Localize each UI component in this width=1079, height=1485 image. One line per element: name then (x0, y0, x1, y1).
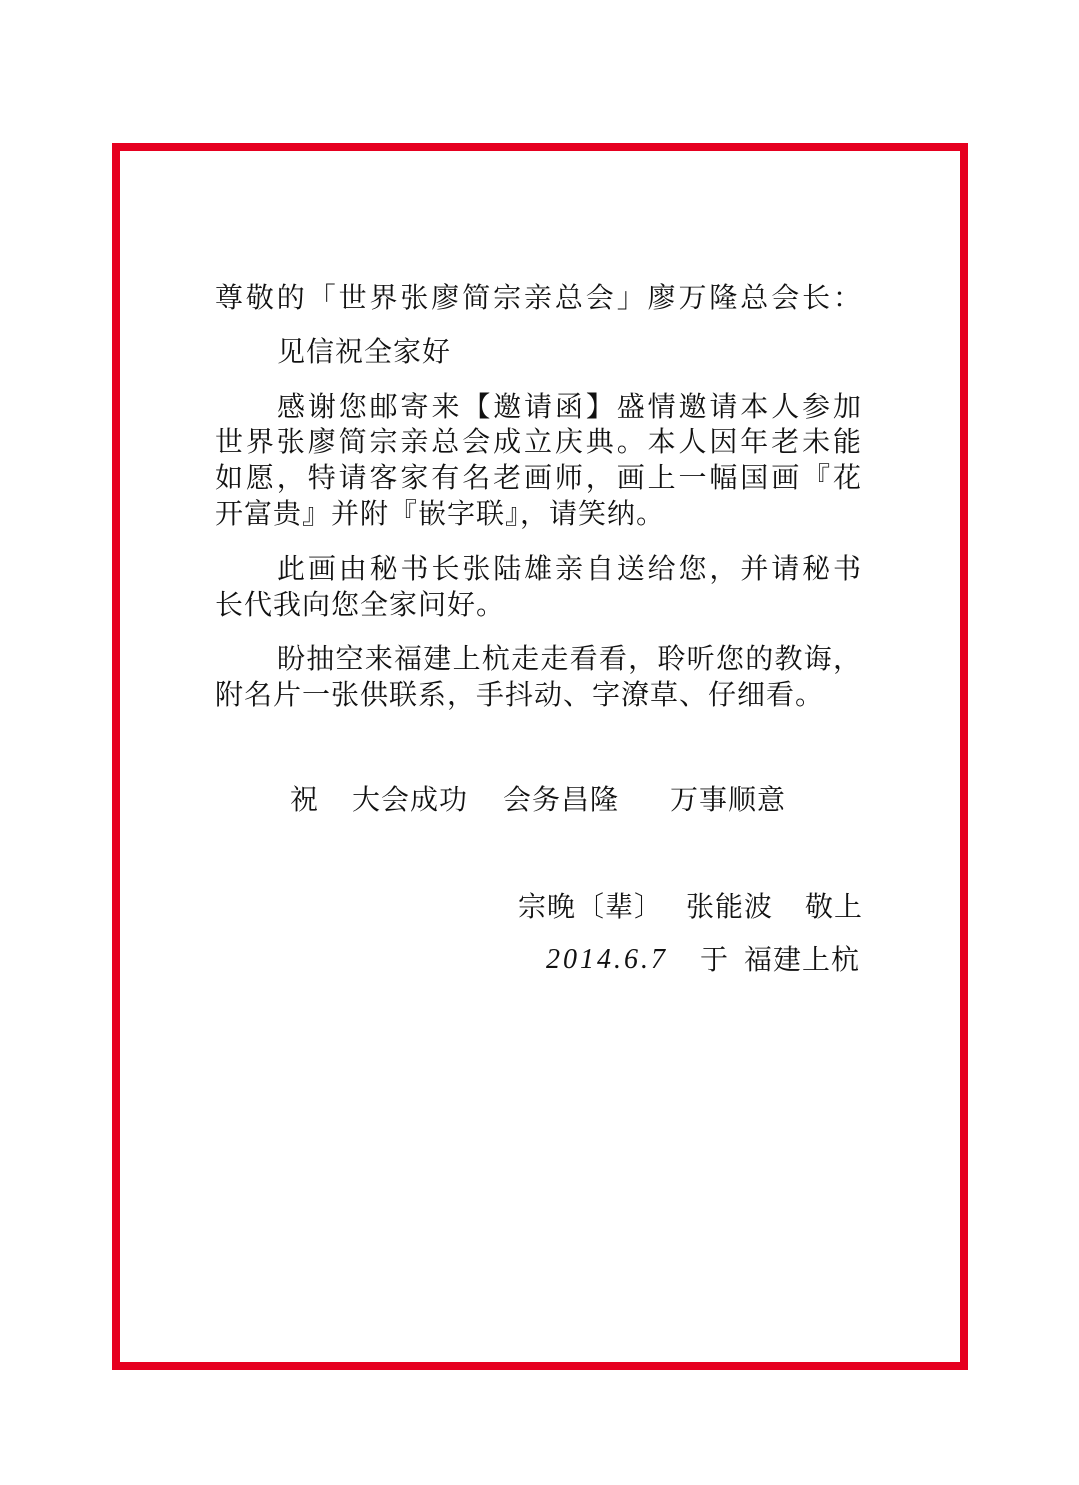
paragraph-1-line: 开富贵』并附『嵌字联』，请笑纳。 (215, 497, 666, 530)
paragraph-1-line: 世界张廖简宗亲总会成立庆典。本人因年老未能 (215, 425, 862, 458)
wish-item: 万事顺意 (670, 783, 787, 816)
wish-item: 会务昌隆 (503, 783, 620, 816)
paragraph-1-line: 感谢您邮寄来【邀请函】盛情邀请本人参加 (277, 390, 862, 423)
paragraph-3-line: 盼抽空来福建上杭走走看看，聆听您的教诲， (277, 642, 862, 675)
wish-item: 大会成功 (352, 783, 469, 816)
letter-date: 2014.6.7 (546, 944, 668, 975)
signature-closing: 敬上 (805, 890, 864, 923)
paragraph-2-line: 长代我向您全家问好。 (215, 588, 506, 621)
paragraph-3-line: 附名片一张供联系，手抖动、字潦草、仔细看。 (215, 678, 825, 711)
dateline-place: 福建上杭 (744, 943, 861, 976)
paragraph-2-line: 此画由秘书长张陆雄亲自送给您，并请秘书 (277, 552, 862, 585)
paragraph-1-line: 如愿，特请客家有名老画师，画上一幅国画『花 (215, 461, 862, 494)
red-border-frame (112, 143, 968, 1370)
greeting: 见信祝全家好 (277, 335, 452, 368)
wishes-prefix: 祝 (290, 783, 320, 816)
signature-name: 张能波 (686, 890, 774, 923)
signature-title: 宗晚〔辈〕 (518, 890, 664, 923)
dateline-at: 于 (700, 943, 730, 976)
salutation: 尊敬的「世界张廖简宗亲总会」廖万隆总会长： (215, 281, 862, 314)
